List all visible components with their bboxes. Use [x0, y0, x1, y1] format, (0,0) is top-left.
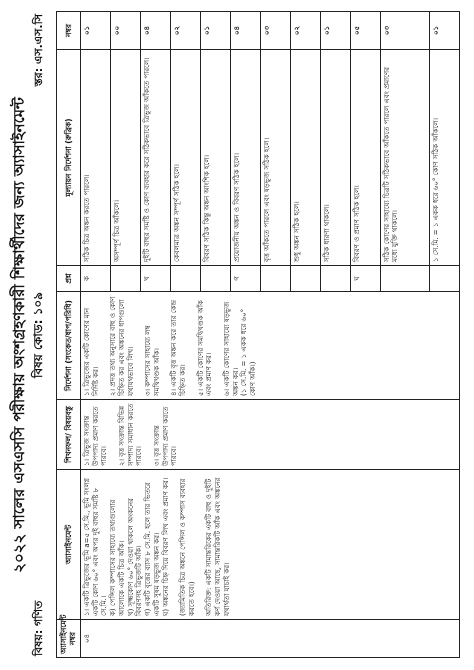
question-cell: গ — [230, 266, 260, 292]
rubric-cell: অসম্পূর্ণ চিত্র আঁকলে। — [110, 50, 140, 266]
assignment-table — [56, 11, 460, 658]
rubric-cell: ১ সে.মি. = ১ একক ধরে ৬০° কোণ সঠিক আঁকলে। — [429, 50, 459, 266]
mark-cell: ০২ — [170, 12, 200, 50]
col-assignment-no: অ্যাসাইনমেন্ট নম্বর — [57, 620, 81, 658]
rubric-cell: বিবরণ ও প্রমাণ সঠিক হলে। — [350, 50, 380, 266]
question-cell — [290, 266, 320, 292]
mark-cell: ০১ — [200, 12, 230, 50]
col-instruction: নির্দেশনা (সংকেত/ধাপ/পরিধি) — [57, 292, 81, 400]
mark-cell: ০২ — [290, 12, 320, 50]
subject-label: বিষয়: গণিত — [32, 600, 45, 656]
question-cell — [380, 266, 429, 292]
mark-cell: ০১ — [429, 12, 459, 50]
rubric-cell: বিবরণ সঠিক কিন্তু অঙ্কন আংশিক হলে। — [200, 50, 230, 266]
table-body — [80, 12, 459, 658]
col-question: প্রশ্ন — [57, 266, 81, 292]
col-rubric: মূল্যায়ন নির্দেশনা (রুব্রিক) — [57, 50, 81, 266]
question-cell — [320, 266, 350, 292]
question-cell: ঘ — [350, 266, 380, 292]
instruction-cell: ১। ত্রিভুজের একটি কোণের মান নির্দিষ্ট কর। ২। প্রদত্ত তথ্য অনুসারে বাহু ও কোণ চিহ্নিত কর এবং অঙ্কনের ধাপগুলো যথাযথভাবে লিখ। ৩। কম্পাসের সাহায্যে লম্ব সমদ্বিখণ্ডক আঁক। ৪। একটি বৃত্ত অঙ্কন করে তার কেন্দ্র চিহ্নিত কর। ৫। একটি কোণের সমদ্বিখণ্ডক আঁক এবং প্রমাণ কর। ৬। একটি কোণের সাহায্যে ষড়ভুজ অঙ্কন কর। (১ সে.মি. = ১ একক ধরে ৬০° কোণ আঁক।) — [80, 292, 459, 400]
col-mark: নম্বর — [57, 12, 81, 50]
col-assignment: অ্যাসাইনমেন্ট — [57, 470, 81, 620]
rubric-cell: সঠিক চিত্র অঙ্কন করতে পারলে। — [80, 50, 110, 266]
rubric-cell: প্রয়োজনীয় অঙ্কন ও বিবরণ সঠিক হলে। — [230, 50, 260, 266]
mark-cell: ০৪ — [230, 12, 260, 50]
rubric-cell: শুধু অঙ্কন সঠিক হলে। — [290, 50, 320, 266]
rubric-cell: সঠিক কোণের সাহায্যে চিত্রটি সঠিকভাবে আঁকতে পারলে এবং প্রমাণের মধ্যে যুক্তি থাকলে। — [380, 50, 429, 266]
class-label: স্তর: এস.এস.সি — [32, 14, 45, 87]
mark-cell: ০৫ — [350, 12, 380, 50]
assignment-cell: ১। একটি ত্রিভুজের ভূমি a=৫ সে.মি., ভূমি সংলগ্ন একটি কোণ ৬০° এবং অপর দুই বাহুর সমষ্টি ৮ সে.মি.। ক) পেন্সিল কম্পাসের সাহায্যে তথ্যগুলোর আলোকে একটি চিত্র আঁক। খ) সূক্ষ্মকোণ ৬০° দেওয়া থাকলে অংকনের বিবরণসহ ত্রিভুজটি আঁক। গ) একটি বৃত্তের ব্যাস ৮ সে.মি. হলে তার ভিতরে একটি সুষম ষড়ভুজ অঙ্কন কর। ঘ) অঙ্কনের চিহ্ন দিয়ে বিবরণ লিখ এবং প্রমাণ কর। (জ্যামিতিক চিত্র অঙ্কনে পেন্সিল ও কম্পাস ব্যবহার করতে হবে।) অতিরিক্ত: একটি সামান্তরিকের একটি বাহু ও দুইটি কর্ণ দেওয়া আছে, সামান্তরিকটি আঁক এবং অঙ্কনের যথার্থতা যাচাই কর। — [80, 470, 459, 620]
question-cell — [200, 266, 230, 292]
rubric-cell: সঠিক ধারণা থাকলে। — [320, 50, 350, 266]
col-learning: শিখনফল/ বিষয়বস্তু — [57, 400, 81, 470]
learning-cell: ১। ত্রিভুজ সংক্রান্ত উপপাদ্য প্রমাণ করতে পারবে। ২। বৃত্ত সংক্রান্ত বিভিন্ন সম্পাদ্য সমাধান করতে পারবে। ৩। বৃত্ত সংক্রান্ত উপপাদ্য প্রমাণ করতে পারবে। — [80, 400, 459, 470]
question-cell — [170, 266, 200, 292]
mark-cell: ০১ — [80, 12, 110, 50]
question-cell — [260, 266, 290, 292]
document-title: ২০২২ সালের এসএসসি পরীক্ষায় অংশগ্রহণকারী শিক্ষার্থীদের জন্য অ্যাসাইনমেন্ট — [10, 97, 28, 573]
rubric-cell: বৃত্ত আঁকতে পারলে এবং ষড়ভুজ সঠিক হলে। — [260, 50, 290, 266]
table-header-row — [57, 12, 81, 658]
assignment-no-cell: ০৪ — [80, 620, 459, 658]
mark-cell: ০১ — [320, 12, 350, 50]
question-cell: ক — [80, 266, 110, 292]
mark-cell: ০০ — [110, 12, 140, 50]
rubric-cell: কেবলমাত্র অঙ্কন সম্পূর্ণ সঠিক হলে। — [170, 50, 200, 266]
question-cell: খ — [140, 266, 170, 292]
mark-cell: ০৩ — [380, 12, 429, 50]
mark-cell: ০৪ — [140, 12, 170, 50]
subject-code: বিষয় কোড: ১০৯ — [31, 292, 45, 378]
table-row — [80, 12, 110, 658]
question-cell — [429, 266, 459, 292]
mark-cell: ০৩ — [260, 12, 290, 50]
rubric-cell: দুইটি বাহুর সমষ্টি ও কোণ ব্যবহার করে সঠিকভাবে ত্রিভুজ আঁকতে পারলে। — [140, 50, 170, 266]
question-cell — [110, 266, 140, 292]
